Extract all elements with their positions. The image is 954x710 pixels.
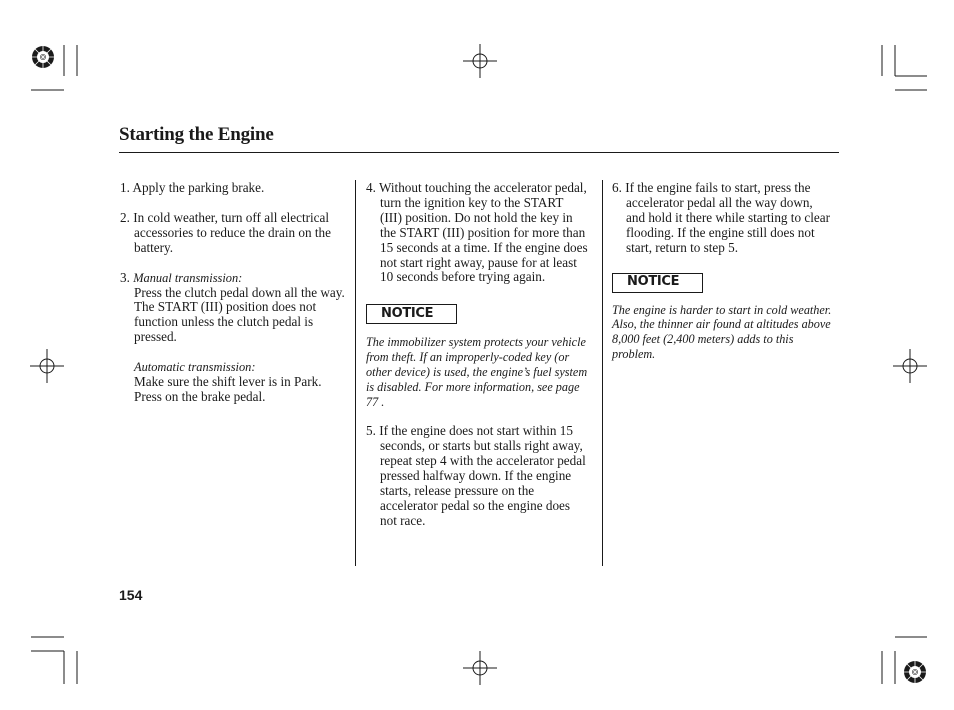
- step-3: [120, 271, 348, 405]
- step-4: 4. Without touching the accelerator pedal, turn the ignition key to the START (III) position. Do not hold the key in the START (III) position for more than 15 seconds at a time. If the engine does not start right away, pause for at least 10 seconds before trying again.: [366, 180, 588, 285]
- calibration-dial-top-left: [32, 46, 54, 68]
- registration-target-right: [893, 349, 927, 383]
- registration-target-bottom: [463, 651, 497, 685]
- step-2: 2. In cold weather, turn off all electrical accessories to reduce the drain on the battery.: [120, 209, 331, 255]
- right-column: [612, 181, 834, 362]
- page-title: Starting the Engine: [119, 124, 274, 145]
- left-column: [120, 181, 348, 405]
- manual-transmission-text: Press the clutch pedal down all the way. The START (III) position does not function unless the clutch pedal is pressed.: [134, 284, 345, 345]
- step-6: 6. If the engine fails to start, press the accelerator pedal all the way down, and hold it there while starting to clear flooding. If the engine still does not start, return to step 5.: [612, 180, 830, 255]
- step-3-number: 3.: [120, 269, 130, 285]
- manual-transmission-label: Manual transmission:: [133, 270, 243, 285]
- automatic-transmission-label: Automatic transmission:: [134, 360, 256, 375]
- notice-text-cold-weather: The engine is harder to start in cold weather. Also, the thinner air found at altitudes above 8,000 feet (2,400 meters) adds to this problem.: [612, 302, 832, 361]
- step-1: 1. Apply the parking brake.: [120, 180, 265, 195]
- column-divider-2: [602, 180, 603, 566]
- page-number: 154: [119, 587, 143, 603]
- registration-target-top: [463, 44, 497, 78]
- notice-label: NOTICE: [381, 305, 434, 321]
- title-rule: [119, 152, 839, 153]
- notice-box-immobilizer: [366, 304, 457, 324]
- middle-column: [366, 181, 588, 529]
- registration-target-left: [30, 349, 64, 383]
- step-5: 5. If the engine does not start within 15 seconds, or starts but stalls right away, repeat step 4 with the accelerator pedal pressed halfway down. If the engine starts, release pressure on the accelerator pedal so the engine does not race.: [366, 423, 586, 528]
- calibration-dial-bottom-right: [904, 661, 926, 683]
- notice-label: NOTICE: [627, 274, 680, 290]
- column-divider-1: [355, 180, 356, 566]
- automatic-transmission-text: Make sure the shift lever is in Park. Press on the brake pedal.: [134, 374, 322, 404]
- notice-box-cold-weather: [612, 273, 703, 293]
- notice-text-immobilizer: The immobilizer system protects your vehicle from theft. If an improperly-coded key (or other device) is used, the engine’s fuel system is disabled. For more information, see page 77 .: [366, 335, 588, 409]
